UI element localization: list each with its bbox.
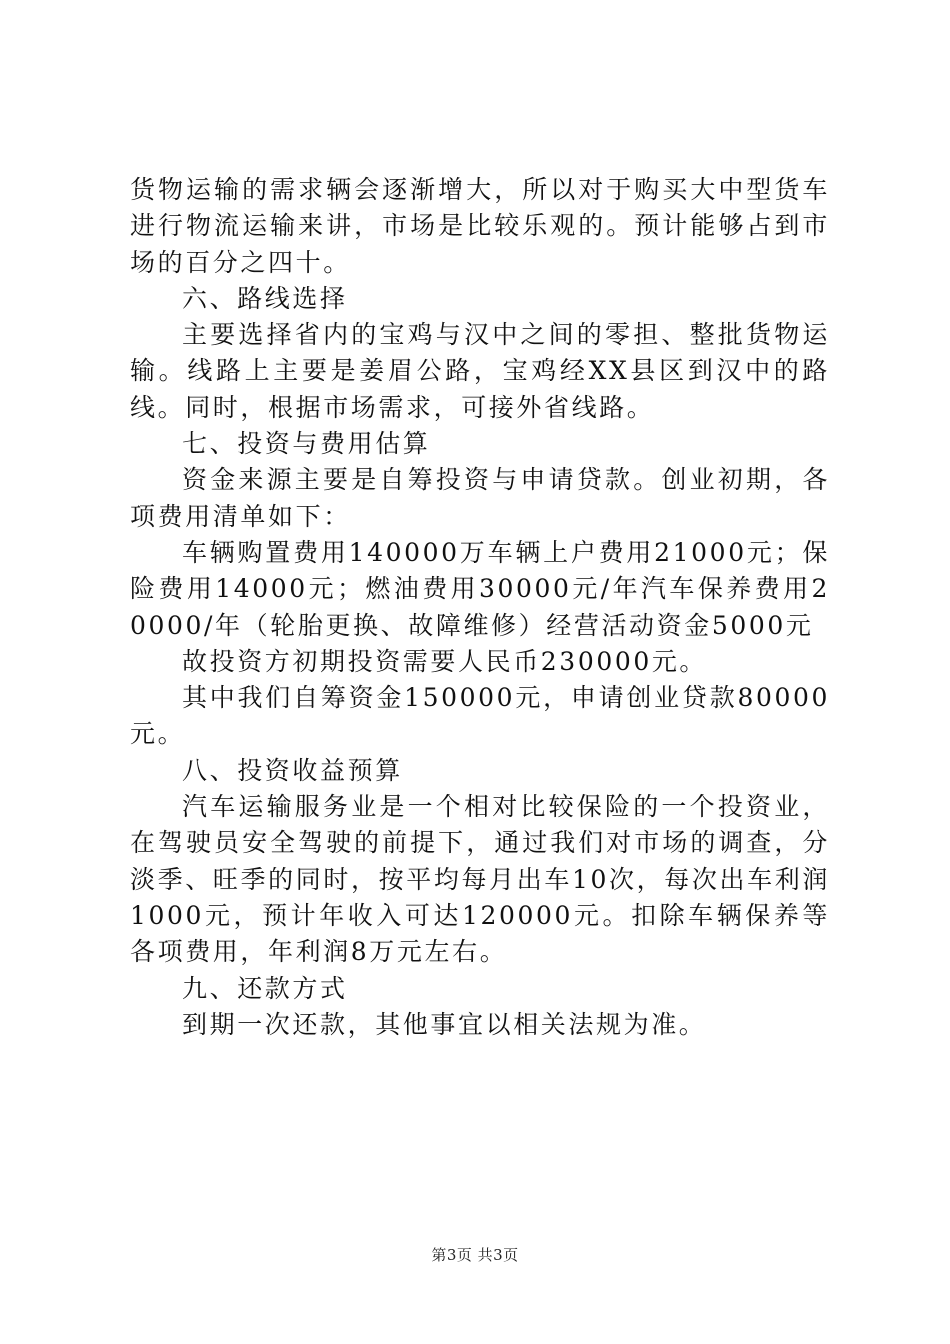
paragraph: 其中我们自筹资金150000元，申请创业贷款80000元。 (130, 683, 830, 749)
paragraph: 主要选择省内的宝鸡与汉中之间的零担、整批货物运输。线路上主要是姜眉公路，宝鸡经XX县区到汉中的路线。同时，根据市场需求，可接外省线路。 (130, 320, 830, 422)
page-footer: 第3页 共3页 (431, 1246, 519, 1264)
document-body (130, 172, 830, 1043)
paragraph: 资金来源主要是自筹投资与申请贷款。创业初期，各项费用清单如下： (130, 465, 830, 531)
paragraph: 汽车运输服务业是一个相对比较保险的一个投资业，在驾驶员安全驾驶的前提下，通过我们对市场的调查，分淡季、旺季的同时，按平均每月出车10次，每次出车利润1000元，预计年收入可达120000元。扣除车辆保养等各项费用，年利润8万元左右。 (130, 792, 830, 967)
paragraph: 到期一次还款，其他事宜以相关法规为准。 (182, 1009, 707, 1039)
paragraph: 货物运输的需求辆会逐渐增大，所以对于购买大中型货车进行物流运输来讲，市场是比较乐观的。预计能够占到市场的百分之四十。 (130, 175, 830, 277)
section-heading: 六、路线选择 (182, 283, 348, 313)
section-heading: 九、还款方式 (182, 973, 348, 1003)
section-heading: 七、投资与费用估算 (182, 429, 431, 459)
paragraph: 车辆购置费用140000万车辆上户费用21000元；保险费用14000元；燃油费用30000元/年汽车保养费用20000/年（轮胎更换、故障维修）经营活动资金5000元 (130, 537, 830, 640)
paragraph: 故投资方初期投资需要人民币230000元。 (182, 646, 708, 676)
section-heading: 八、投资收益预算 (182, 755, 403, 785)
